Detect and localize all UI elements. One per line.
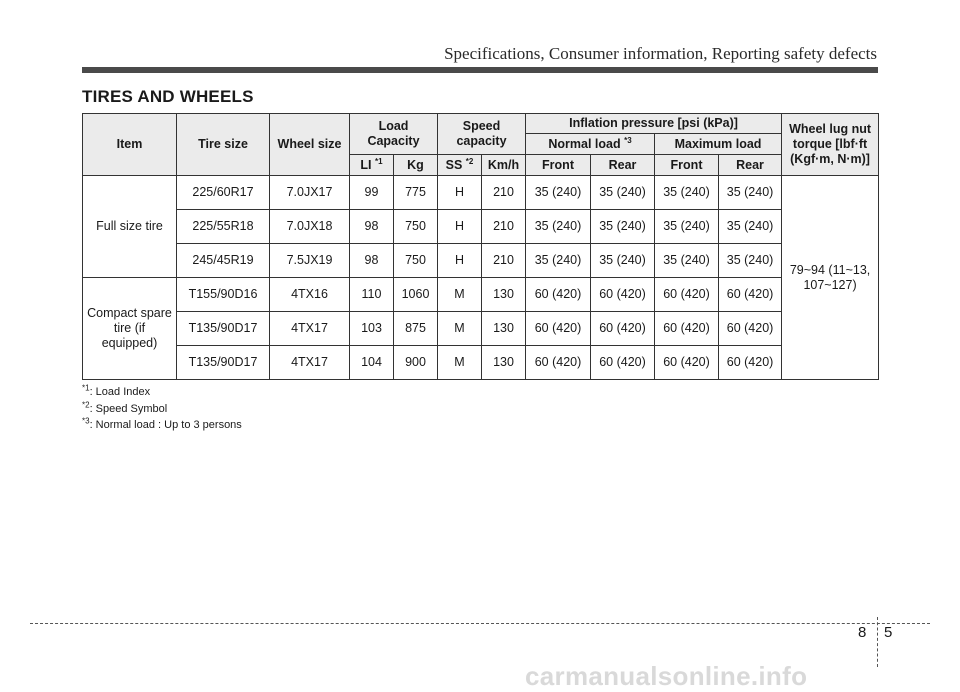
col-max-rear: Rear: [719, 155, 782, 176]
footnote-mark: *3: [624, 135, 632, 145]
cell-wheel-size: 7.0JX17: [270, 176, 350, 210]
col-speed-capacity: Speed capacity: [438, 114, 526, 155]
chapter-number: 8: [858, 624, 867, 641]
cell-normal-rear: 60 (420): [591, 312, 655, 346]
footer-divider: [30, 623, 930, 624]
col-inflation-pressure: Inflation pressure [psi (kPa)]: [526, 114, 782, 134]
cell-ss: M: [438, 278, 482, 312]
footnote: [82, 384, 242, 401]
cell-max-rear: 35 (240): [719, 244, 782, 278]
cell-wheel-size: 4TX17: [270, 346, 350, 380]
cell-tire-size: T155/90D16: [177, 278, 270, 312]
footnotes: [82, 384, 242, 434]
cell-normal-front: 60 (420): [526, 278, 591, 312]
cell-max-front: 35 (240): [655, 210, 719, 244]
cell-normal-front: 35 (240): [526, 244, 591, 278]
cell-li: 98: [350, 210, 394, 244]
table-row: [83, 346, 879, 380]
watermark: carmanualsonline.info: [525, 661, 808, 691]
cell-li: 99: [350, 176, 394, 210]
cell-kg: 750: [394, 244, 438, 278]
cell-max-front: 35 (240): [655, 176, 719, 210]
cell-tire-size: T135/90D17: [177, 312, 270, 346]
cell-tire-size: 225/55R18: [177, 210, 270, 244]
cell-ss: M: [438, 346, 482, 380]
cell-ss: H: [438, 244, 482, 278]
footnote-mark: *1: [82, 383, 90, 393]
cell-normal-front: 35 (240): [526, 176, 591, 210]
cell-normal-front: 60 (420): [526, 346, 591, 380]
group-compact-spare: Compact spare tire (if equipped): [83, 278, 177, 380]
col-li: LI $^{*1}$: [350, 155, 394, 176]
col-normal-rear: Rear: [591, 155, 655, 176]
col-load-capacity: Load Capacity: [350, 114, 438, 155]
cell-kg: 1060: [394, 278, 438, 312]
cell-kmh: 130: [482, 312, 526, 346]
page-number: 5: [884, 624, 893, 641]
footnote-mark: *1: [375, 156, 383, 166]
cell-kg: 875: [394, 312, 438, 346]
page-number-divider: [877, 617, 878, 667]
cell-max-front: 60 (420): [655, 278, 719, 312]
cell-tire-size: T135/90D17: [177, 346, 270, 380]
cell-normal-rear: 60 (420): [591, 346, 655, 380]
col-wheel-size: Wheel size: [270, 114, 350, 176]
col-maximum-load: Maximum load: [655, 134, 782, 155]
cell-max-front: 60 (420): [655, 346, 719, 380]
cell-kg: 900: [394, 346, 438, 380]
cell-li: 110: [350, 278, 394, 312]
cell-normal-rear: 35 (240): [591, 210, 655, 244]
cell-normal-rear: 60 (420): [591, 278, 655, 312]
cell-ss: H: [438, 210, 482, 244]
cell-kmh: 210: [482, 176, 526, 210]
footnote-mark: *2: [465, 156, 474, 166]
cell-max-front: 35 (240): [655, 244, 719, 278]
cell-kg: 750: [394, 210, 438, 244]
table-row: [83, 210, 879, 244]
col-lug-nut-torque: Wheel lug nut torque [lbf·ft (Kgf·m, N·m)]: [782, 114, 879, 176]
col-kg: Kg: [394, 155, 438, 176]
group-full-size: Full size tire: [83, 176, 177, 278]
footnote-text: : Normal load : Up to 3 persons: [89, 419, 242, 431]
cell-wheel-size: 4TX16: [270, 278, 350, 312]
cell-tire-size: 245/45R19: [177, 244, 270, 278]
table-row: [83, 312, 879, 346]
cell-li: 98: [350, 244, 394, 278]
cell-tire-size: 225/60R17: [177, 176, 270, 210]
cell-kmh: 210: [482, 210, 526, 244]
footnote-text: : Speed Symbol: [89, 402, 168, 415]
cell-wheel-size: 7.0JX18: [270, 210, 350, 244]
header-bar: [82, 67, 878, 73]
cell-li: 104: [350, 346, 394, 380]
cell-kg: 775: [394, 176, 438, 210]
cell-max-rear: 35 (240): [719, 176, 782, 210]
table-row: [83, 278, 879, 312]
col-ss: SS $^{*2}$: [438, 155, 482, 176]
cell-max-front: 60 (420): [655, 312, 719, 346]
cell-max-rear: 60 (420): [719, 346, 782, 380]
col-kmh: Km/h: [482, 155, 526, 176]
cell-kmh: 210: [482, 244, 526, 278]
running-header: Specifications, Consumer information, Reporting safety defects: [444, 44, 877, 63]
table-row: [83, 244, 879, 278]
section-title: TIRES AND WHEELS: [82, 87, 254, 106]
footnote: [82, 401, 242, 418]
cell-ss: M: [438, 312, 482, 346]
footnote-mark: *2: [82, 399, 90, 409]
col-normal-load: Normal load $^{*3}$: [526, 134, 655, 155]
cell-li: 103: [350, 312, 394, 346]
cell-wheel-size: 7.5JX19: [270, 244, 350, 278]
cell-normal-front: 60 (420): [526, 312, 591, 346]
cell-wheel-size: 4TX17: [270, 312, 350, 346]
footnote-text: : Load Index: [89, 386, 151, 398]
cell-max-rear: 35 (240): [719, 210, 782, 244]
cell-kmh: 130: [482, 346, 526, 380]
cell-max-rear: 60 (420): [719, 278, 782, 312]
col-item: Item: [83, 114, 177, 176]
footnote: [82, 417, 242, 434]
col-normal-front: Front: [526, 155, 591, 176]
footnote-mark: *3: [82, 416, 90, 426]
table-row: [83, 176, 879, 210]
col-tire-size: Tire size: [177, 114, 270, 176]
tires-wheels-table: [82, 113, 879, 380]
cell-normal-rear: 35 (240): [591, 176, 655, 210]
cell-lug-nut-torque: 79~94 (11~13, 107~127): [782, 176, 879, 380]
cell-ss: H: [438, 176, 482, 210]
cell-kmh: 130: [482, 278, 526, 312]
cell-max-rear: 60 (420): [719, 312, 782, 346]
cell-normal-rear: 35 (240): [591, 244, 655, 278]
col-max-front: Front: [655, 155, 719, 176]
cell-normal-front: 35 (240): [526, 210, 591, 244]
